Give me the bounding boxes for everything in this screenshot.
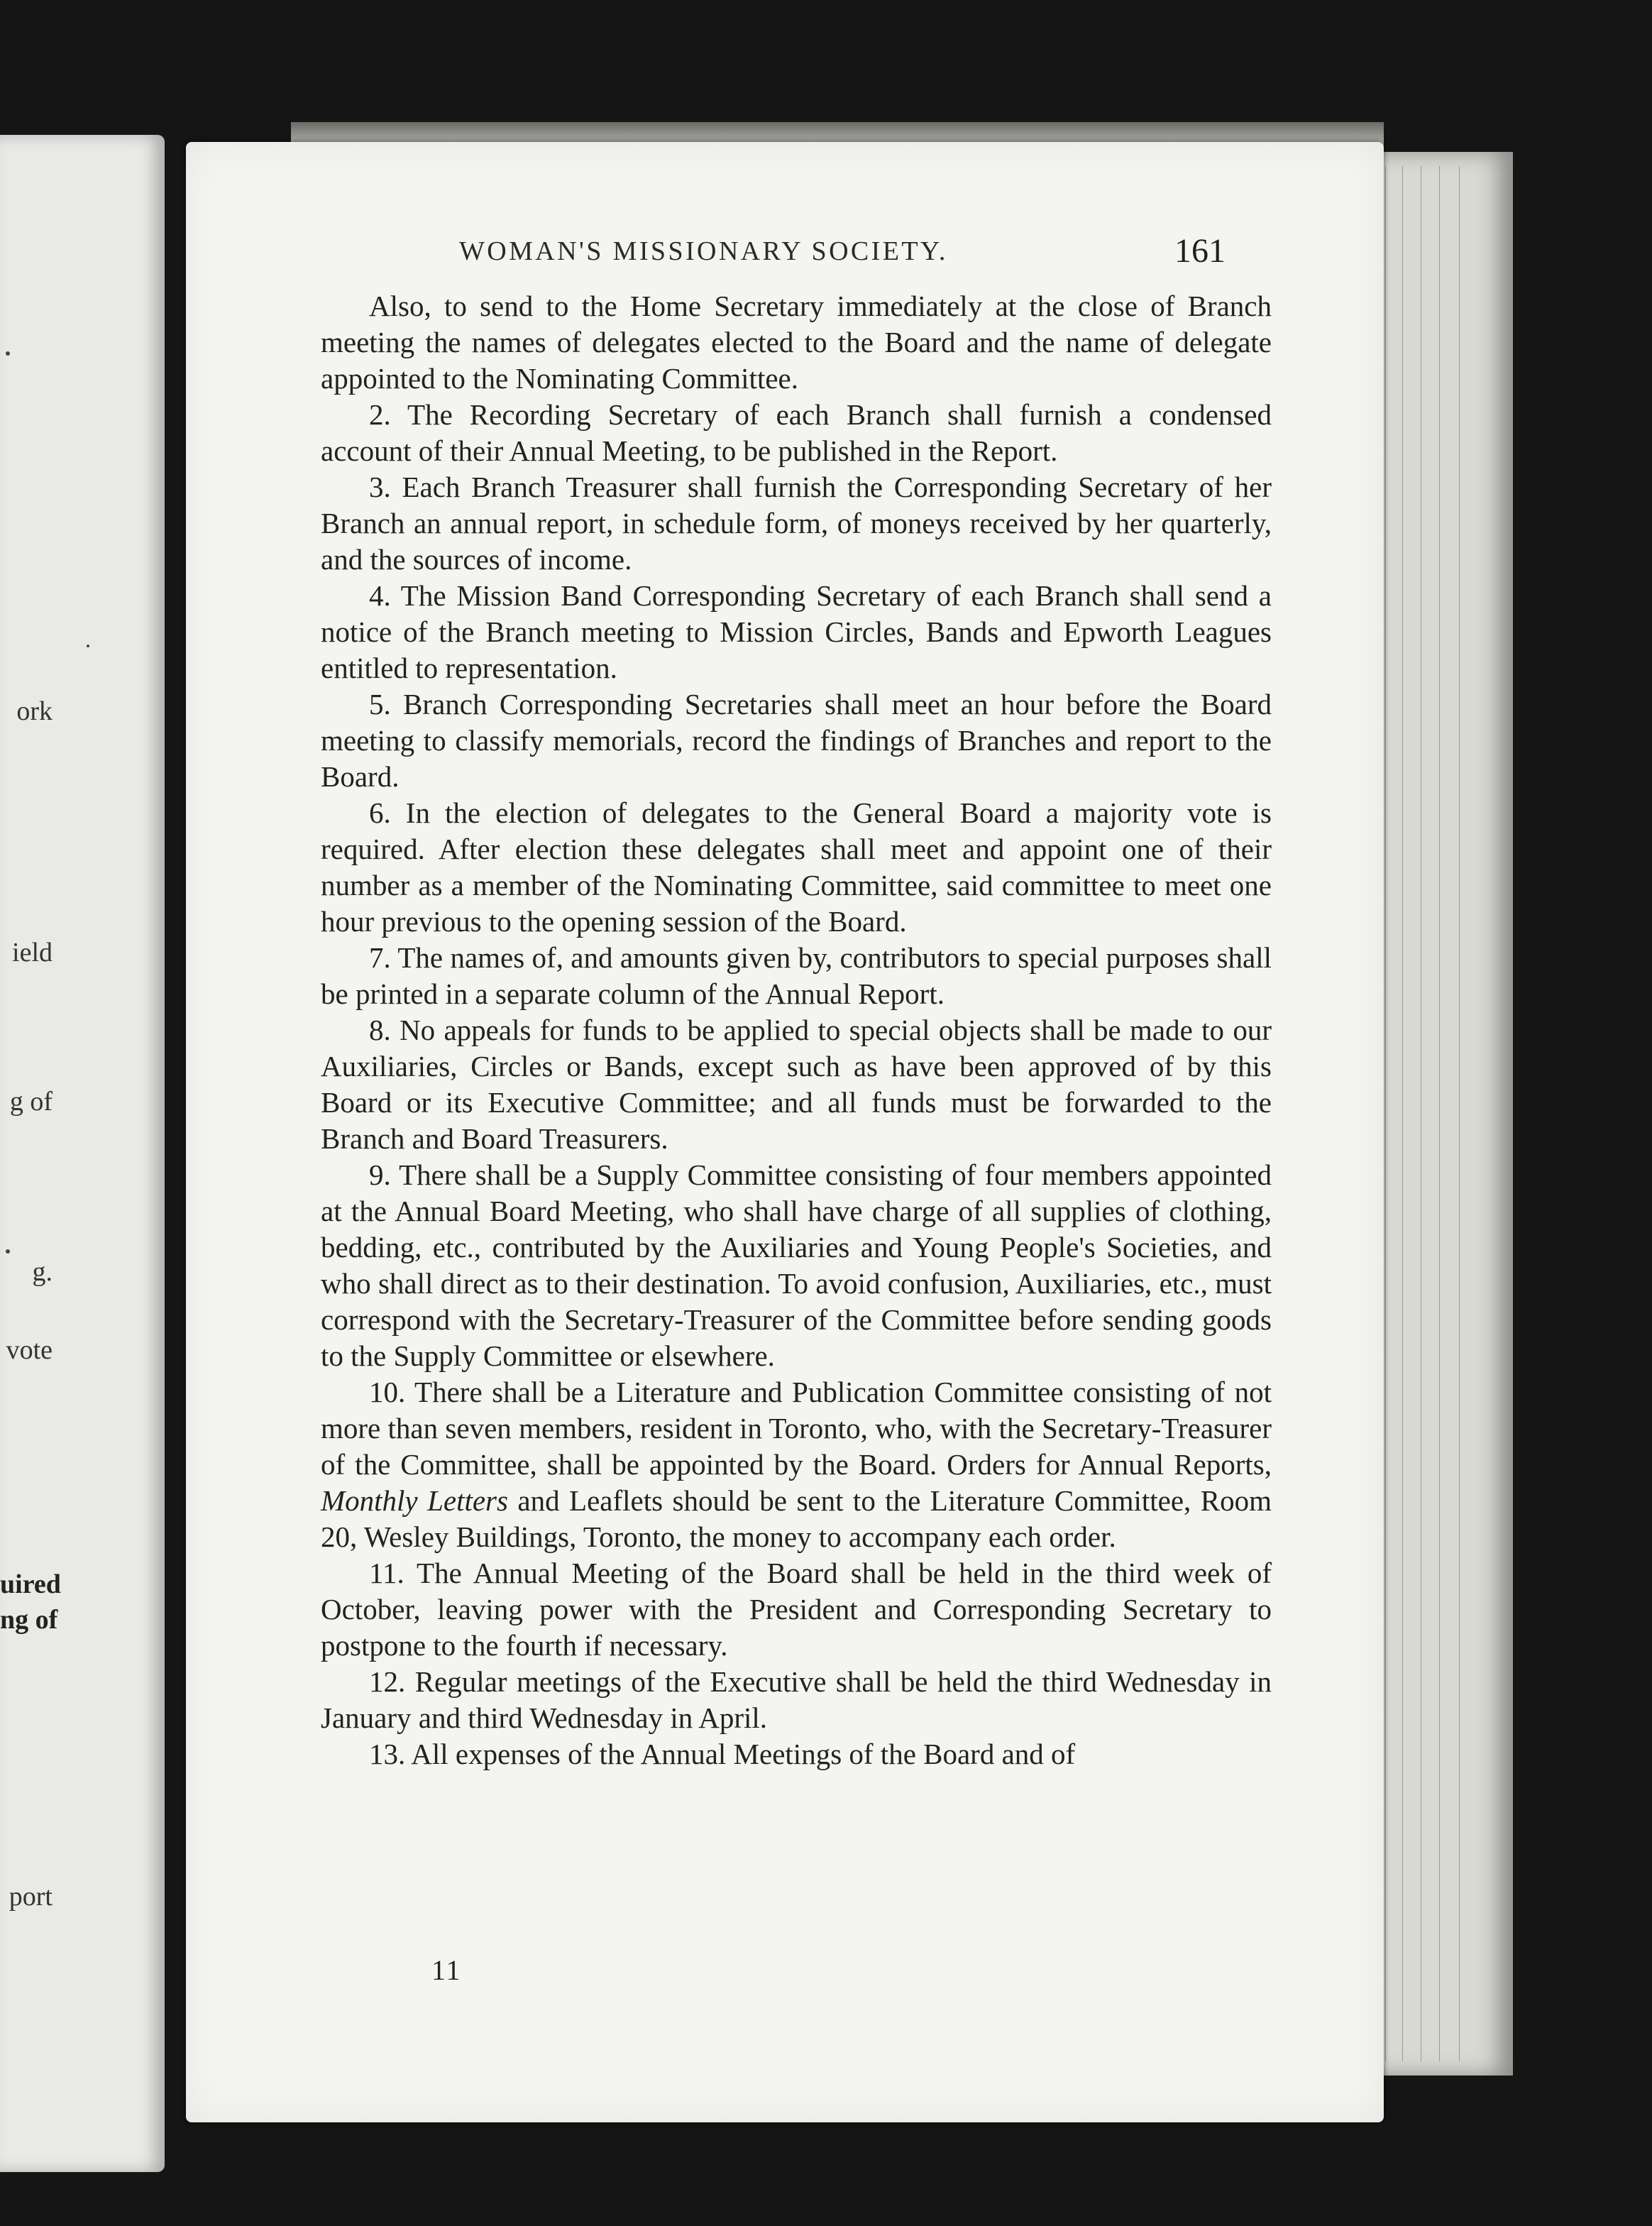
left-page-fragment: ork [16,696,53,726]
body-text [321,288,1272,1772]
paragraph: 9. There shall be a Supply Committee consisting of four members appointed at the Annual Board Meeting, who shall have charge of all supplies of clothing, bedding, etc., contributed by the Auxiliaries and Young People's Societies, and who shall direct as to their destination. To avoid confusion, Auxiliaries, etc., must correspond with the Secretary-Treasurer of the Committee before sending goods to the Supply Committee or elsewhere. [321,1158,1272,1372]
running-head-title: WOMAN'S MISSIONARY SOCIETY. [459,236,948,266]
paragraph: 5. Branch Corresponding Secretaries shall meet an hour before the Board meeting to classify memorials, record the findings of Branches and report to the Board. [321,688,1272,793]
paragraph [321,1374,1272,1555]
left-page-fragment: g. [32,1257,53,1287]
ink-speck [6,351,10,356]
paragraph-text: and Leaflets should be sent to the Literature Committee, Room 20, Wesley Buildings, Toronto, the money to accompany each order. [321,1484,1272,1553]
paragraph: 8. No appeals for funds to be applied to special objects shall be made to our Auxiliaries, Circles or Bands, except such as have been approved of by this Board or its Executive Committee; and all funds must be forwarded to the Branch and Board Treasurers. [321,1014,1272,1155]
paragraph: 7. The names of, and amounts given by, contributors to special purposes shall be printed in a separate column of the Annual Report. [321,941,1272,1010]
left-page-fragment: g of [9,1087,53,1117]
ink-speck [87,645,89,647]
paragraph: 4. The Mission Band Corresponding Secretary of each Branch shall send a notice of the Branch meeting to Mission Circles, Bands and Epworth Leagues entitled to representation. [321,579,1272,684]
left-page-fragment: vote [6,1335,53,1365]
paragraph: 2. The Recording Secretary of each Branch shall furnish a condensed account of their Annual Meeting, to be published in the Report. [321,398,1272,467]
page-stack-edge [1370,152,1513,2076]
signature-mark: 11 [431,1954,462,1986]
paragraph-text: 10. There shall be a Literature and Publication Committee consisting of not more than seven members, resident in Toronto, who, with the Secretary-Treasurer of the Committee, shall be appointed by the Board. Orders for Annual Reports, [321,1376,1272,1481]
left-page-fragment: ield [12,938,53,967]
left-page-fragment: ng of [0,1605,58,1635]
paragraph: 6. In the election of delegates to the General Board a majority vote is required. After election these delegates shall meet and appoint one of their number as a member of the Nominating Committee, said committee to meet one hour previous to the opening session of the Board. [321,796,1272,938]
ink-speck [6,1249,10,1254]
paragraph: 12. Regular meetings of the Executive shall be held the third Wednesday in January and third Wednesday in April. [321,1665,1272,1734]
left-page-edge [0,135,165,2172]
left-page-fragment: uired [0,1569,61,1599]
paragraph: 3. Each Branch Treasurer shall furnish the Corresponding Secretary of her Branch an annual report, in schedule form, of moneys received by her quarterly, and the sources of income. [321,471,1272,576]
running-head [310,231,1226,271]
italic-title: Monthly Letters [321,1484,508,1517]
left-page-fragment: port [9,1882,53,1912]
paragraph: 11. The Annual Meeting of the Board shall be held in the third week of October, leaving power with the President and Corresponding Secretary to postpone to the fourth if necessary. [321,1557,1272,1662]
book-page [186,142,1384,2122]
paragraph: Also, to send to the Home Secretary immediately at the close of Branch meeting the names of delegates elected to the Board and the name of delegate appointed to the Nominating Committee. [321,290,1272,395]
paragraph: 13. All expenses of the Annual Meetings of the Board and of [369,1738,1076,1770]
page-number: 161 [1174,232,1226,270]
